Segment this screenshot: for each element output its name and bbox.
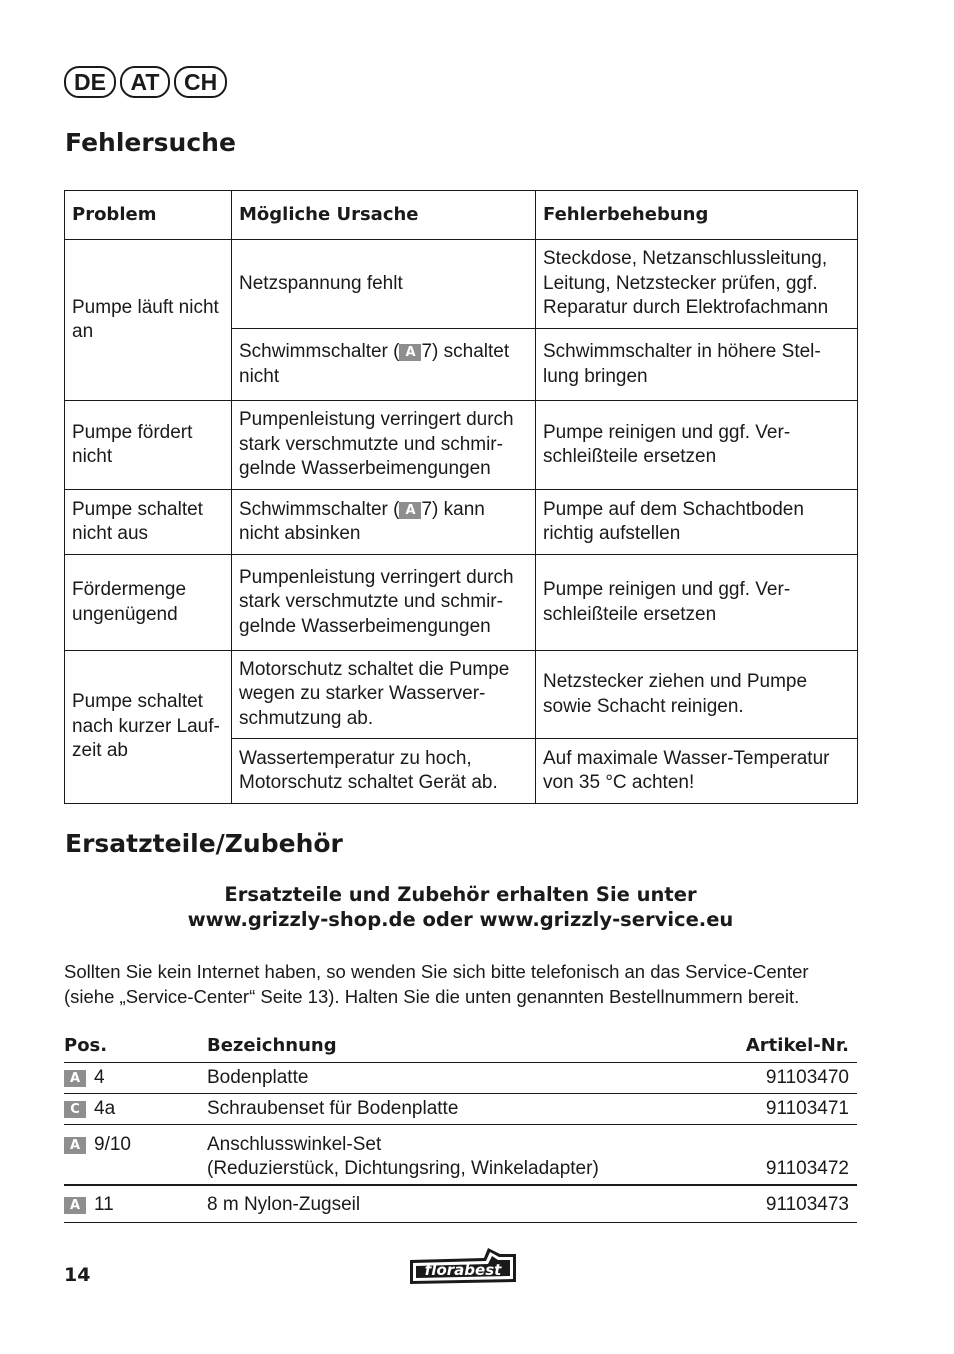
cause-cell: Netzspannung fehlt [232, 240, 536, 329]
fix-cell: Pumpe auf dem Schachtboden richtig aufstellen [536, 490, 858, 555]
table-row [65, 401, 858, 490]
problem-cell: Fördermenge ungenügend [65, 555, 232, 651]
service-contact-text: Sollten Sie kein Internet haben, so wenden Sie sich bitte telefonisch an das Service-Center (siehe „Service-Center“ Seite 13). Halten Sie die unten genannten Bestellnummern bereit. [64, 961, 809, 1007]
order-info [64, 882, 857, 932]
table-row [65, 651, 858, 739]
pos-cell [64, 1185, 207, 1223]
cause-text: 7) kann nicht absinken [239, 498, 485, 544]
figure-ref-badge: A [399, 344, 421, 361]
cause-text: Schwimmschalter ( [239, 498, 400, 520]
part-name: 8 m Nylon-Zugseil [207, 1185, 687, 1223]
fix-cell: Pumpe reinigen und ggf. Verschleißteile ersetzen [536, 555, 858, 651]
table-header-row [65, 191, 858, 240]
troubleshooting-table [64, 190, 858, 804]
column-header-pos: Pos. [64, 1030, 207, 1063]
figure-ref-badge: A [64, 1070, 86, 1087]
pos-number: 9/10 [94, 1134, 131, 1155]
article-number: 91103471 [687, 1094, 857, 1125]
cause-cell: Pumpenleistung verringert durch stark verschmutzte und schmirgelnde Wasserbeimengungen [232, 555, 536, 651]
pos-number: 4 [94, 1067, 105, 1088]
problem-cell: Pumpe fördert nicht [65, 401, 232, 490]
order-info-line: Ersatzteile und Zubehör erhalten Sie unter [224, 883, 697, 906]
fix-cell: Netzstecker ziehen und Pumpe sowie Schacht reinigen. [536, 651, 858, 739]
parts-table [64, 1030, 857, 1223]
table-row [65, 555, 858, 651]
page-number: 14 [64, 1264, 91, 1286]
problem-cell: Pumpe schaltet nach kurzer Laufzeit ab [65, 651, 232, 804]
column-header-cause: Mögliche Ursache [232, 191, 536, 240]
column-header-fix: Fehlerbehebung [536, 191, 858, 240]
article-number: 91103470 [687, 1063, 857, 1094]
fix-cell: Steckdose, Netzanschlussleitung, Leitung, Netzstecker prüfen, ggf. Reparatur durch Elektrofachmann [536, 240, 858, 329]
cause-cell: Motorschutz schaltet die Pumpe wegen zu starker Wasserverschmutzung ab. [232, 651, 536, 739]
column-header-name: Bezeichnung [207, 1030, 687, 1063]
parts-title: Ersatzteile/Zubehör [65, 829, 343, 858]
cause-text: Schwimmschalter ( [239, 341, 400, 362]
fix-cell: Schwimmschalter in höhere Stellung bringen [536, 329, 858, 401]
cause-cell [232, 329, 536, 401]
figure-ref-badge: A [64, 1137, 86, 1154]
part-name [207, 1125, 687, 1186]
language-badge-ch: CH [174, 66, 227, 98]
shop-links: www.grizzly-shop.de oder www.grizzly-service.eu [187, 908, 734, 931]
problem-cell: Pumpe läuft nicht an [65, 240, 232, 401]
figure-ref-badge: C [64, 1101, 86, 1118]
part-name-line: Anschlusswinkel-Set [207, 1134, 382, 1155]
pos-cell [64, 1125, 207, 1186]
fix-cell: Auf maximale Wasser-Temperatur von 35 °C achten! [536, 739, 858, 804]
pos-number: 11 [94, 1194, 114, 1215]
problem-cell: Pumpe schaltet nicht aus [65, 490, 232, 555]
cause-text: 7) schaltet nicht [239, 341, 510, 387]
table-row [65, 490, 858, 555]
cause-cell [232, 490, 536, 555]
table-header-row [64, 1030, 857, 1063]
column-header-problem: Problem [65, 191, 232, 240]
article-number: 91103473 [687, 1185, 857, 1223]
part-name-detail: (Reduzierstück, Dichtungsring, Winkeladapter) [207, 1158, 599, 1179]
table-row [64, 1125, 857, 1186]
fix-cell: Pumpe reinigen und ggf. Verschleißteile ersetzen [536, 401, 858, 490]
florabest-logo [406, 1244, 520, 1290]
part-name: Bodenplatte [207, 1063, 687, 1094]
table-row [64, 1063, 857, 1094]
pos-number: 4a [94, 1098, 116, 1119]
column-header-article-number: Artikel-Nr. [687, 1030, 857, 1063]
brand-name: florabest [424, 1261, 502, 1279]
language-badge-de: DE [64, 66, 116, 98]
table-row [64, 1185, 857, 1223]
pos-cell [64, 1063, 207, 1094]
cause-cell: Wassertemperatur zu hoch, Motorschutz schaltet Gerät ab. [232, 739, 536, 804]
table-row [64, 1094, 857, 1125]
part-name: Schraubenset für Bodenplatte [207, 1094, 687, 1125]
cause-cell: Pumpenleistung verringert durch stark verschmutzte und schmirgelnde Wasserbeimengungen [232, 401, 536, 490]
table-row [65, 240, 858, 329]
figure-ref-badge: A [64, 1197, 86, 1214]
figure-ref-badge: A [399, 502, 421, 519]
language-badge-at: AT [120, 66, 170, 98]
pos-cell [64, 1094, 207, 1125]
language-badges [64, 66, 227, 98]
troubleshooting-title: Fehlersuche [65, 128, 236, 157]
article-number: 91103472 [687, 1125, 857, 1186]
